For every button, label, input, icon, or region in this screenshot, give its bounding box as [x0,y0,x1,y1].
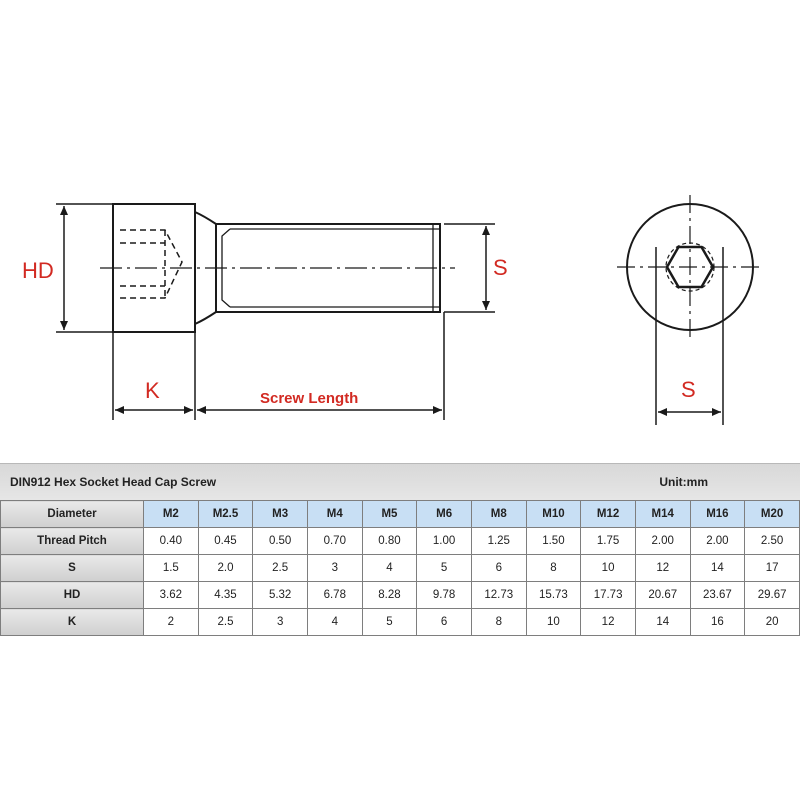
table-cell: 16 [690,609,745,636]
table-cell: 14 [635,609,690,636]
table-cell: 0.70 [307,528,362,555]
table-cell: 2 [144,609,199,636]
table-cell: 10 [526,609,581,636]
table-cell: 12.73 [471,582,526,609]
row-header: HD [1,582,144,609]
table-row [1,528,800,555]
size-header-row [1,501,800,528]
table-cell: 20 [745,609,800,636]
size-header-cell: M2.5 [198,501,253,528]
table-cell: 8 [471,609,526,636]
row-header: S [1,555,144,582]
size-header-cell: M12 [581,501,636,528]
table-cell: 12 [581,609,636,636]
table-row [1,555,800,582]
size-header-cell: M8 [471,501,526,528]
size-header-cell: M10 [526,501,581,528]
s-side-label: S [493,255,508,280]
table-cell: 2.00 [690,528,745,555]
table-cell: 0.40 [144,528,199,555]
size-header-cell: M5 [362,501,417,528]
row-header: Diameter [1,501,144,528]
row-header: K [1,609,144,636]
table-cell: 17 [745,555,800,582]
size-header-cell: M4 [307,501,362,528]
table-cell: 9.78 [417,582,472,609]
table-cell: 20.67 [635,582,690,609]
spec-table [0,500,800,636]
table-cell: 1.25 [471,528,526,555]
screw-length-label: Screw Length [260,390,359,407]
size-header-cell: M14 [635,501,690,528]
table-cell: 17.73 [581,582,636,609]
unit-label: Unit:mm [659,475,708,489]
table-cell: 5 [362,609,417,636]
table-cell: 14 [690,555,745,582]
dimension-table [0,463,800,636]
screw-side-view [100,204,455,332]
table-cell: 1.00 [417,528,472,555]
table-cell: 3 [253,609,308,636]
table-cell: 1.5 [144,555,199,582]
table-cell: 0.80 [362,528,417,555]
s-end-label: S [681,377,696,402]
table-cell: 29.67 [745,582,800,609]
size-header-cell: M3 [253,501,308,528]
table-cell: 8.28 [362,582,417,609]
table-cell: 8 [526,555,581,582]
table-cell: 12 [635,555,690,582]
table-row [1,609,800,636]
table-cell: 5.32 [253,582,308,609]
table-cell: 4 [307,609,362,636]
table-cell: 6 [417,609,472,636]
table-cell: 2.50 [745,528,800,555]
row-header: Thread Pitch [1,528,144,555]
table-cell: 2.0 [198,555,253,582]
table-cell: 3 [307,555,362,582]
size-header-cell: M6 [417,501,472,528]
table-title-bar [0,463,800,500]
table-cell: 0.45 [198,528,253,555]
hex-socket-hidden [120,230,182,298]
table-cell: 1.50 [526,528,581,555]
table-cell: 1.75 [581,528,636,555]
table-cell: 4 [362,555,417,582]
table-row [1,582,800,609]
table-cell: 15.73 [526,582,581,609]
table-cell: 6 [471,555,526,582]
table-cell: 10 [581,555,636,582]
table-cell: 4.35 [198,582,253,609]
size-header-cell: M2 [144,501,199,528]
table-cell: 2.00 [635,528,690,555]
table-cell: 2.5 [198,609,253,636]
hd-label: HD [22,258,54,283]
k-label: K [145,378,160,403]
table-cell: 23.67 [690,582,745,609]
table-title: DIN912 Hex Socket Head Cap Screw [10,475,217,489]
table-cell: 5 [417,555,472,582]
size-header-cell: M20 [745,501,800,528]
table-cell: 2.5 [253,555,308,582]
table-cell: 3.62 [144,582,199,609]
size-header-cell: M16 [690,501,745,528]
table-cell: 0.50 [253,528,308,555]
table-cell: 6.78 [307,582,362,609]
